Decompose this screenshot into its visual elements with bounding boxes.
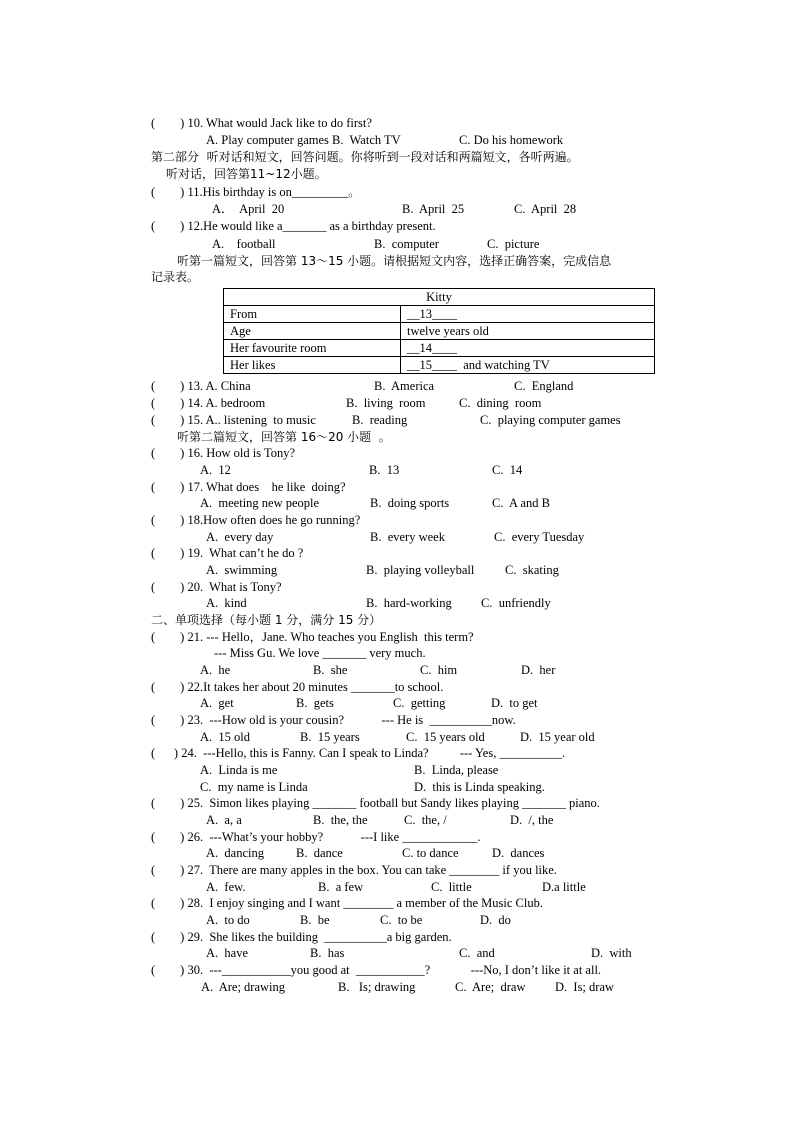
q26-option-a: A. dancing xyxy=(206,846,264,860)
q19-option-c: C. skating xyxy=(505,563,559,577)
q18-option-c: C. every Tuesday xyxy=(494,530,585,544)
row-value: __15____ and watching TV xyxy=(401,357,655,374)
q24-option-b: B. Linda, please xyxy=(414,763,499,777)
q13-option-b: B. America xyxy=(374,379,435,393)
question-11: ( ) 11.His birthday is on_________。 xyxy=(151,185,361,199)
section2-heading: 二、单项选择（每小题 1 分，满分 15 分） xyxy=(151,613,382,627)
q30-option-b: B. Is; drawing xyxy=(338,980,416,994)
question-28: ( ) 28. I enjoy singing and I want ________ a member of the Music Club. xyxy=(151,896,543,910)
passage1-instruction: 听第一篇短文，回答第 13～15 小题。请根据短文内容，选择正确答案，完成信息 xyxy=(177,254,612,268)
q15-option-b: B. reading xyxy=(352,413,408,427)
q22-option-a: A. get xyxy=(200,696,234,710)
question-29: ( ) 29. She likes the building __________a big garden. xyxy=(151,930,452,944)
q28-option-a: A. to do xyxy=(206,913,250,927)
q29-option-d: D. with xyxy=(591,946,632,960)
q30-option-d: D. Is; draw xyxy=(555,980,615,994)
q13-option-c: C. England xyxy=(514,379,574,393)
q28-option-c: C. to be xyxy=(380,913,423,927)
q21-option-d: D. her xyxy=(521,663,556,677)
passage2-instruction: 听第二篇短文，回答第 16～20 小题 。 xyxy=(177,430,391,444)
q27-option-d: D.a little xyxy=(542,880,586,894)
q27-option-c: C. little xyxy=(431,880,472,894)
q19-option-a: A. swimming xyxy=(206,563,278,577)
question-30: ( ) 30. ---___________you good at ___________? ---No, I don’t like it at all. xyxy=(151,963,602,977)
row-label: Her favourite room xyxy=(224,340,401,357)
q24-option-a: A. Linda is me xyxy=(200,763,278,777)
q18-option-a: A. every day xyxy=(206,530,274,544)
q23-option-c: C. 15 years old xyxy=(406,730,485,744)
q21-dialogue-line2: --- Miss Gu. We love _______ very much. xyxy=(214,646,426,660)
q16-option-b: B. 13 xyxy=(369,463,400,477)
question-12: ( ) 12.He would like a_______ as a birthday present. xyxy=(151,219,436,233)
q29-option-b: B. has xyxy=(310,946,345,960)
q21-option-c: C. him xyxy=(420,663,458,677)
q11-option-b: B. April 25 xyxy=(402,202,465,216)
question-25: ( ) 25. Simon likes playing _______ football but Sandy likes playing _______ piano. xyxy=(151,796,600,810)
question-22: ( ) 22.It takes her about 20 minutes _______to school. xyxy=(151,680,444,694)
question-14: ( ) 14. A. bedroom xyxy=(151,396,266,410)
q10-option-ab: A. Play computer games B. Watch TV xyxy=(206,133,401,147)
question-16: ( ) 16. How old is Tony? xyxy=(151,446,296,460)
table-row xyxy=(224,323,655,340)
question-19: ( ) 19. What can’t he do ? xyxy=(151,546,304,560)
question-23: ( ) 23. ---How old is your cousin? --- He is __________now. xyxy=(151,713,516,727)
question-21: ( ) 21. --- Hello，Jane. Who teaches you English this term? xyxy=(151,630,474,644)
q20-option-a: A. kind xyxy=(206,596,247,610)
q28-option-b: B. be xyxy=(300,913,330,927)
question-20: ( ) 20. What is Tony? xyxy=(151,580,282,594)
question-27: ( ) 27. There are many apples in the box. You can take ________ if you like. xyxy=(151,863,557,877)
q10-option-c: C. Do his homework xyxy=(459,133,564,147)
row-label: Age xyxy=(224,323,401,340)
table-row xyxy=(224,340,655,357)
q25-option-a: A. a, a xyxy=(206,813,242,827)
q29-option-a: A. have xyxy=(206,946,248,960)
q22-option-c: C. getting xyxy=(393,696,446,710)
q29-option-c: C. and xyxy=(459,946,495,960)
q12-option-b: B. computer xyxy=(374,237,439,251)
q23-option-d: D. 15 year old xyxy=(520,730,595,744)
q27-option-b: B. a few xyxy=(318,880,364,894)
row-label: Her likes xyxy=(224,357,401,374)
question-17: ( ) 17. What does he like doing? xyxy=(151,480,346,494)
question-26: ( ) 26. ---What’s your hobby? ---I like ____________. xyxy=(151,830,481,844)
q22-option-d: D. to get xyxy=(491,696,538,710)
q15-option-c: C. playing computer games xyxy=(480,413,621,427)
q11-option-a: A． April 20 xyxy=(212,202,285,216)
q11-option-c: C. April 28 xyxy=(514,202,577,216)
row-label: From xyxy=(224,306,401,323)
table-header-row xyxy=(224,289,655,306)
kitty-info-table xyxy=(223,288,655,374)
question-18: ( ) 18.How often does he go running? xyxy=(151,513,361,527)
q25-option-b: B. the, the xyxy=(313,813,368,827)
q12-option-c: C. picture xyxy=(487,237,540,251)
q26-option-b: B. dance xyxy=(296,846,343,860)
q27-option-a: A. few. xyxy=(206,880,246,894)
q14-option-c: C. dining room xyxy=(459,396,542,410)
q16-option-c: C. 14 xyxy=(492,463,523,477)
q24-option-d: D. this is Linda speaking. xyxy=(414,780,545,794)
row-value: twelve years old xyxy=(401,323,655,340)
q16-option-a: A. 12 xyxy=(200,463,231,477)
dialogue-instruction: 听对话，回答第11~12小题。 xyxy=(166,167,327,181)
q20-option-c: C. unfriendly xyxy=(481,596,551,610)
q12-option-a: A. football xyxy=(212,237,276,251)
q17-option-b: B. doing sports xyxy=(370,496,450,510)
row-value: __14____ xyxy=(401,340,655,357)
q21-option-a: A. he xyxy=(200,663,231,677)
q22-option-b: B. gets xyxy=(296,696,334,710)
passage1-instruction-cont: 记录表。 xyxy=(151,270,200,284)
q23-option-a: A. 15 old xyxy=(200,730,250,744)
q18-option-b: B. every week xyxy=(370,530,445,544)
q25-option-c: C. the, / xyxy=(404,813,447,827)
q30-option-a: A. Are; drawing xyxy=(201,980,286,994)
q28-option-d: D. do xyxy=(480,913,511,927)
q19-option-b: B. playing volleyball xyxy=(366,563,475,577)
q23-option-b: B. 15 years xyxy=(300,730,360,744)
part2-heading: 第二部分 听对话和短文，回答问题。你将听到一段对话和两篇短文，各听两遍。 xyxy=(151,150,579,164)
q14-option-b: B. living room xyxy=(346,396,426,410)
table-row xyxy=(224,357,655,374)
q26-option-c: C. to dance xyxy=(402,846,459,860)
question-13: ( ) 13. A. China xyxy=(151,379,251,393)
q20-option-b: B. hard-working xyxy=(366,596,452,610)
q17-option-a: A. meeting new people xyxy=(200,496,320,510)
q17-option-c: C. A and B xyxy=(492,496,550,510)
q25-option-d: D. /, the xyxy=(510,813,554,827)
q24-option-c: C. my name is Linda xyxy=(200,780,308,794)
table-row xyxy=(224,306,655,323)
q30-option-c: C. Are; draw xyxy=(455,980,526,994)
question-24: ( ) 24. ---Hello, this is Fanny. Can I speak to Linda? --- Yes, __________. xyxy=(151,746,566,760)
q21-option-b: B. she xyxy=(313,663,348,677)
table-title: Kitty xyxy=(224,289,655,306)
question-10: ( ) 10. What would Jack like to do first? xyxy=(151,116,372,130)
q26-option-d: D. dances xyxy=(492,846,545,860)
question-15: ( ) 15. A.. listening to music xyxy=(151,413,316,427)
row-value: __13____ xyxy=(401,306,655,323)
